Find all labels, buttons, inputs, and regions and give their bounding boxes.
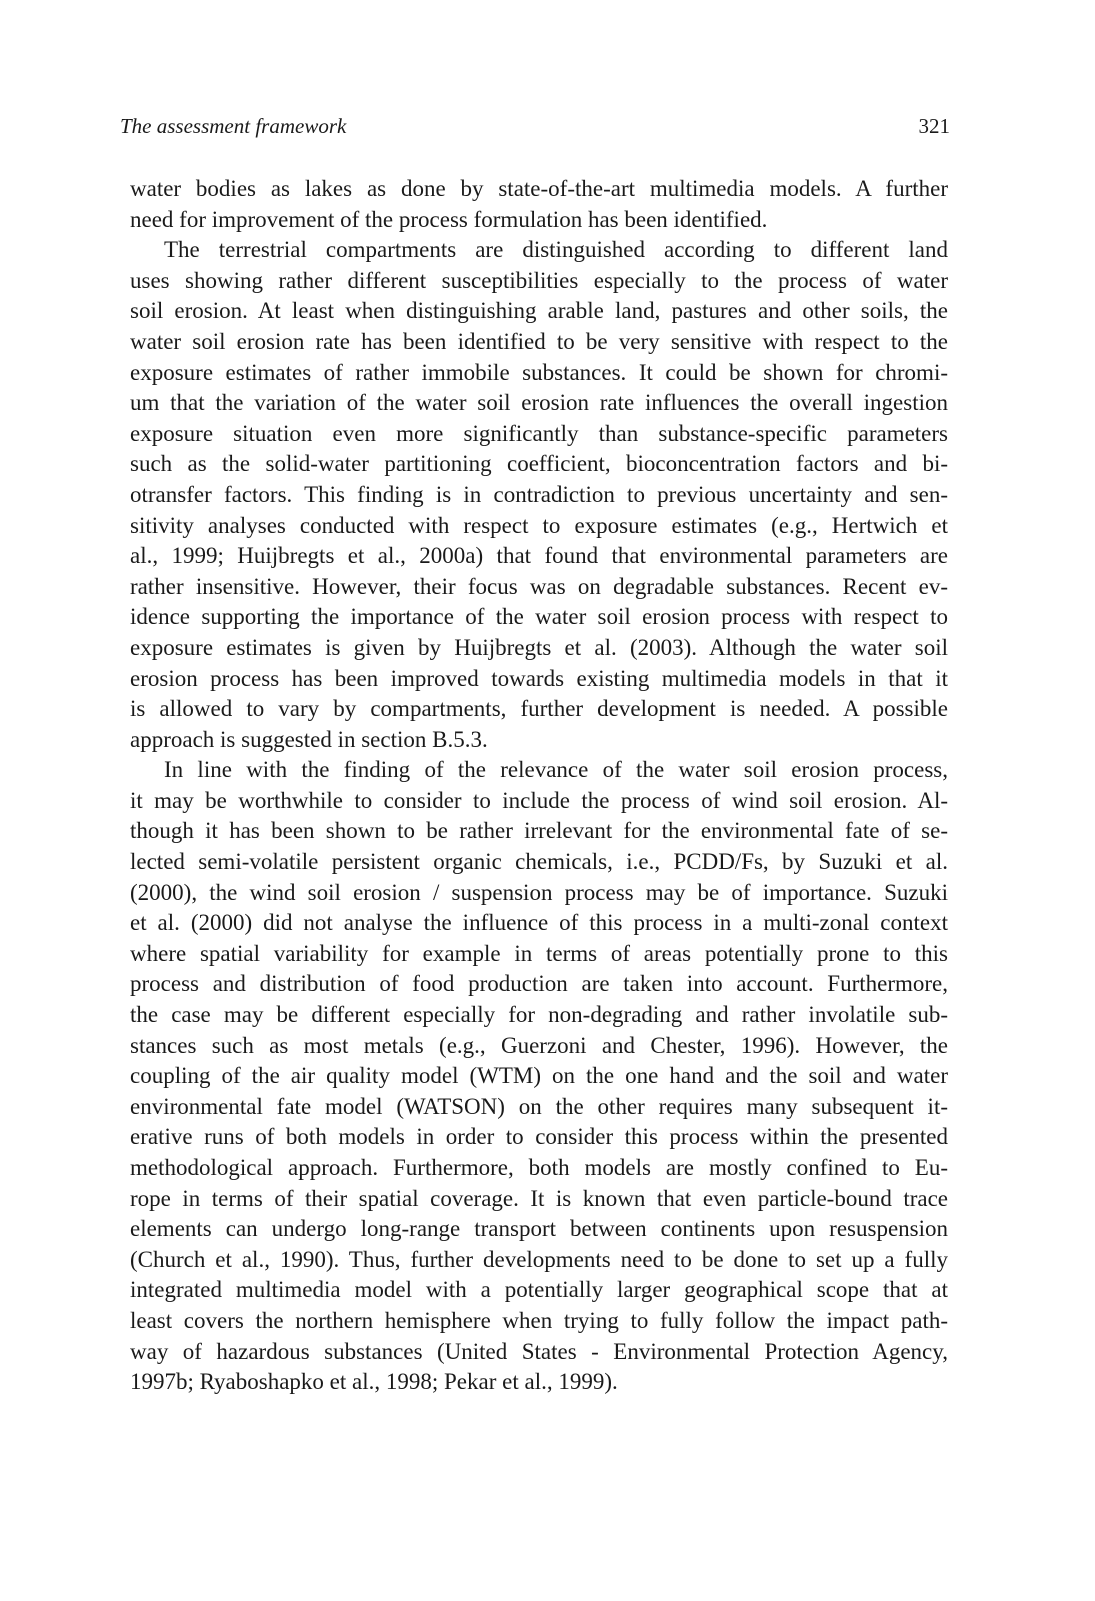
text-line: the case may be different especially for non-degrading and rather involatile sub- [130,1002,948,1028]
paragraph-first-line: The terrestrial compartments are distinguished according to different land [164,237,948,263]
text-line: lected semi-volatile persistent organic chemicals, i.e., PCDD/Fs, by Suzuki et al. [130,849,948,875]
text-line: coupling of the air quality model (WTM) on the one hand and the soil and water [130,1063,948,1089]
text-line: way of hazardous substances (United States - Environmental Protection Agency, [130,1338,948,1364]
text-line: is allowed to vary by compartments, further development is needed. A possible [130,696,948,722]
text-line: environmental fate model (WATSON) on the other requires many subsequent it- [130,1093,948,1119]
text-line: water bodies as lakes as done by state-of-the-art multimedia models. A further [130,176,948,201]
paragraph-first-line: In line with the finding of the relevance of the water soil erosion process, [164,757,948,783]
text-line: erosion process has been improved towards existing multimedia models in that it [130,665,948,691]
text-line: exposure estimates is given by Huijbregts et al. (2003). Although the water soil [130,634,948,660]
text-line: where spatial variability for example in terms of areas potentially prone to this [130,940,948,966]
text-line: exposure estimates of rather immobile substances. It could be shown for chromi- [130,359,948,385]
text-line: approach is suggested in section B.5.3. [130,726,488,752]
text-line: uses showing rather different susceptibilities especially to the process of water [130,267,948,293]
text-line: um that the variation of the water soil erosion rate influences the overall ingestion [130,390,948,416]
text-line: (Church et al., 1990). Thus, further developments need to be done to set up a fully [130,1246,948,1272]
text-line: et al. (2000) did not analyse the influence of this process in a multi-zonal context [130,910,948,936]
text-line: it may be worthwhile to consider to include the process of wind soil erosion. Al- [130,787,948,813]
text-line: though it has been shown to be rather irrelevant for the environmental fate of se- [130,818,948,844]
text-line: integrated multimedia model with a potentially larger geographical scope that at [130,1277,948,1303]
text-line: al., 1999; Huijbregts et al., 2000a) that found that environmental parameters are [130,543,948,569]
text-line: otransfer factors. This finding is in contradiction to previous uncertainty and sen- [130,481,948,507]
text-line: water soil erosion rate has been identified to be very sensitive with respect to the [130,328,948,354]
text-line: soil erosion. At least when distinguishing arable land, pastures and other soils, the [130,298,948,324]
text-line: (2000), the wind soil erosion / suspension process may be of importance. Suzuki [130,879,948,905]
text-line: rather insensitive. However, their focus was on degradable substances. Recent ev- [130,573,948,599]
text-line: 1997b; Ryaboshapko et al., 1998; Pekar et al., 1999). [130,1369,618,1395]
text-line: erative runs of both models in order to consider this process within the presented [130,1124,948,1150]
text-line: stances such as most metals (e.g., Guerzoni and Chester, 1996). However, the [130,1032,948,1058]
text-line: such as the solid-water partitioning coefficient, bioconcentration factors and bi- [130,451,948,477]
text-line: idence supporting the importance of the water soil erosion process with respect to [130,604,948,630]
text-line: sitivity analyses conducted with respect to exposure estimates (e.g., Hertwich et [130,512,948,538]
text-line: methodological approach. Furthermore, both models are mostly confined to Eu- [130,1155,948,1180]
running-header [120,112,950,142]
text-line: elements can undergo long-range transport between continents upon resuspension [130,1216,948,1242]
text-line: least covers the northern hemisphere when trying to fully follow the impact path- [130,1307,948,1333]
text-line: process and distribution of food production are taken into account. Furthermore, [130,971,948,997]
text-line: need for improvement of the process formulation has been identified. [130,206,768,232]
text-line: exposure situation even more significantly than substance-specific parameters [130,420,948,446]
running-title: The assessment framework [120,114,347,138]
body-text [130,174,948,1398]
page-number: 321 [918,114,950,138]
text-line: rope in terms of their spatial coverage. It is known that even particle-bound trace [130,1185,948,1211]
